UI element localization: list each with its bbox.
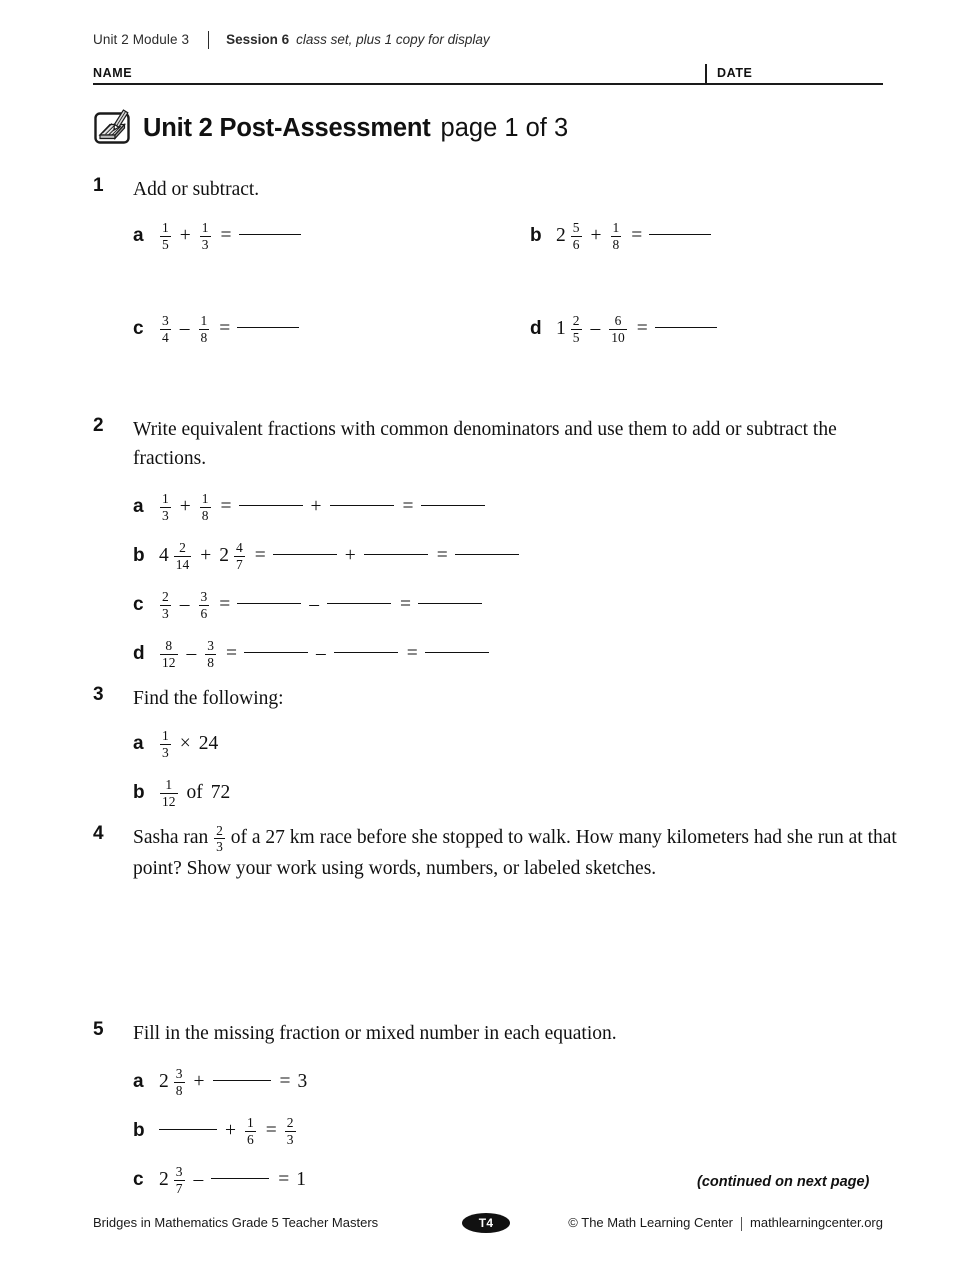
whole-number-2: 2 bbox=[159, 1071, 169, 1092]
number-1: 1 bbox=[296, 1169, 306, 1190]
page-footer bbox=[93, 1213, 883, 1235]
number-24: 24 bbox=[198, 733, 219, 754]
problem-5b-expression bbox=[159, 1116, 297, 1146]
problem-2c-letter: c bbox=[133, 594, 144, 615]
problem-2c bbox=[133, 590, 482, 620]
name-date-separator bbox=[705, 64, 707, 83]
whole-number-4: 4 bbox=[159, 545, 169, 566]
date-label: DATE bbox=[717, 66, 753, 80]
footer-book-title: Bridges in Mathematics Grade 5 Teacher Masters bbox=[93, 1215, 379, 1230]
footer-copyright: © The Math Learning Center bbox=[568, 1215, 734, 1230]
header-divider bbox=[208, 31, 209, 49]
problem-2-prompt: Write equivalent fractions with common denominators and use them to add or subtract the fractions. bbox=[133, 419, 837, 469]
problem-5b bbox=[133, 1116, 297, 1146]
answer-blank[interactable] bbox=[330, 505, 394, 506]
fraction-one-third: $\frac{1}{3}$ bbox=[201, 220, 209, 252]
answer-blank[interactable] bbox=[239, 234, 301, 235]
problem-5a bbox=[133, 1067, 307, 1097]
problem-1b-letter: b bbox=[530, 225, 542, 246]
title-text: Unit 2 Post-Assessment bbox=[143, 113, 431, 142]
operator-equals: = bbox=[279, 1071, 291, 1092]
whole-number-2: 2 bbox=[556, 225, 566, 246]
problem-1d-expression bbox=[556, 314, 717, 344]
operator-equals: = bbox=[219, 594, 231, 615]
problem-2a bbox=[133, 492, 485, 522]
problem-1c bbox=[133, 314, 299, 344]
fraction-three-eighths: $\frac{3}{8}$ bbox=[175, 1066, 183, 1098]
problem-3a-expression bbox=[159, 729, 218, 759]
operator-minus: – bbox=[590, 318, 601, 339]
problem-1c-letter: c bbox=[133, 318, 144, 339]
operator-times: × bbox=[179, 733, 191, 754]
answer-blank[interactable] bbox=[237, 603, 301, 604]
answer-blank[interactable] bbox=[364, 554, 428, 555]
header-session: Session 6 bbox=[226, 31, 290, 47]
problem-5c-letter: c bbox=[133, 1169, 144, 1190]
whole-number-1: 1 bbox=[556, 318, 566, 339]
problem-2d bbox=[133, 639, 489, 669]
operator-equals: = bbox=[265, 1120, 277, 1141]
operator-equals: = bbox=[406, 643, 418, 664]
answer-blank[interactable] bbox=[159, 1129, 217, 1130]
operator-plus: + bbox=[590, 225, 602, 246]
problem-4-work-area[interactable] bbox=[133, 885, 873, 995]
header-note: class set, plus 1 copy for display bbox=[296, 31, 490, 47]
problem-5-prompt: Fill in the missing fraction or mixed number in each equation. bbox=[133, 1023, 617, 1044]
problem-3-number: 3 bbox=[93, 684, 104, 705]
fraction-two-thirds: $\frac{2}{3}$ bbox=[216, 822, 223, 855]
operator-equals: = bbox=[636, 318, 648, 339]
problem-5-number: 5 bbox=[93, 1019, 104, 1040]
fraction-two-thirds: $\frac{2}{3}$ bbox=[286, 1115, 294, 1147]
answer-blank[interactable] bbox=[327, 603, 391, 604]
operator-equals: = bbox=[220, 496, 232, 517]
title-page-of: page 1 of 3 bbox=[440, 113, 569, 142]
name-date-rule bbox=[93, 63, 883, 85]
answer-blank[interactable] bbox=[211, 1178, 269, 1179]
fraction-eight-twelfths: $\frac{8}{12}$ bbox=[162, 638, 176, 670]
footer-website[interactable]: mathlearningcenter.org bbox=[750, 1215, 883, 1230]
fraction-two-fifths: $\frac{2}{5}$ bbox=[572, 313, 580, 345]
operator-minus: – bbox=[186, 643, 197, 664]
footer-credits bbox=[568, 1215, 883, 1230]
problem-1a-letter: a bbox=[133, 225, 144, 246]
problem-1d-letter: d bbox=[530, 318, 542, 339]
number-72: 72 bbox=[210, 782, 231, 803]
problem-1c-expression bbox=[159, 314, 299, 344]
problem-2d-letter: d bbox=[133, 643, 145, 664]
fraction-one-eighth: $\frac{1}{8}$ bbox=[612, 220, 620, 252]
operator-plus: + bbox=[179, 225, 191, 246]
problem-2a-letter: a bbox=[133, 496, 144, 517]
problem-5c-expression bbox=[159, 1165, 306, 1195]
footer-separator bbox=[741, 1217, 742, 1231]
operator-plus: + bbox=[310, 496, 322, 517]
footer-page-badge: T4 bbox=[462, 1213, 510, 1233]
problem-1b-expression bbox=[556, 221, 711, 251]
fraction-one-fifth: $\frac{1}{5}$ bbox=[162, 220, 169, 252]
answer-blank[interactable] bbox=[655, 327, 717, 328]
problem-4-number: 4 bbox=[93, 823, 104, 844]
answer-blank[interactable] bbox=[244, 652, 308, 653]
problem-1d bbox=[530, 314, 717, 344]
fraction-three-fourths: $\frac{3}{4}$ bbox=[162, 313, 169, 345]
page-title bbox=[93, 108, 883, 148]
fraction-one-third: $\frac{1}{3}$ bbox=[162, 491, 169, 523]
answer-blank[interactable] bbox=[237, 327, 299, 328]
answer-blank[interactable] bbox=[334, 652, 398, 653]
name-label: NAME bbox=[93, 66, 133, 80]
problem-1a-expression bbox=[159, 221, 301, 251]
problem-4 bbox=[93, 822, 897, 883]
fraction-six-tenths: $\frac{6}{10}$ bbox=[611, 313, 625, 345]
operator-equals: = bbox=[220, 225, 232, 246]
operator-plus: + bbox=[193, 1071, 205, 1092]
problem-2 bbox=[93, 415, 883, 670]
fraction-four-sevenths: $\frac{4}{7}$ bbox=[236, 540, 243, 572]
problem-1a bbox=[133, 221, 301, 251]
operator-equals: = bbox=[219, 318, 231, 339]
problem-1b bbox=[530, 221, 711, 251]
problem-2b-expression bbox=[159, 541, 519, 571]
header-unit-module: Unit 2 Module 3 bbox=[93, 31, 190, 47]
operator-minus: – bbox=[179, 594, 190, 615]
problem-1 bbox=[93, 175, 883, 345]
operator-minus: – bbox=[316, 643, 326, 664]
operator-equals: = bbox=[254, 545, 266, 566]
problem-2d-expression bbox=[159, 639, 489, 669]
whole-number-2: 2 bbox=[159, 1169, 169, 1190]
operator-equals: = bbox=[278, 1169, 290, 1190]
operator-plus: + bbox=[200, 545, 212, 566]
fraction-two-thirds: $\frac{2}{3}$ bbox=[162, 589, 169, 621]
problem-3a-letter: a bbox=[133, 733, 144, 754]
whole-number-2: 2 bbox=[219, 545, 229, 566]
problem-4-prompt-part2: of a 27 km race before she stopped to walk. How many kilometers had she run at that point? Show your work using words, numbers, or labeled sketches. bbox=[133, 827, 897, 879]
problem-3b-letter: b bbox=[133, 782, 145, 803]
fraction-one-twelfth: $\frac{1}{12}$ bbox=[162, 777, 176, 809]
operator-plus: + bbox=[179, 496, 191, 517]
problem-3 bbox=[93, 684, 883, 809]
problem-5c bbox=[133, 1165, 306, 1195]
fraction-one-third: $\frac{1}{3}$ bbox=[162, 728, 169, 760]
number-3: 3 bbox=[297, 1071, 308, 1092]
page-header bbox=[93, 30, 883, 48]
problem-1-number: 1 bbox=[93, 175, 104, 196]
problem-3-prompt: Find the following: bbox=[133, 688, 284, 709]
fraction-one-eighth: $\frac{1}{8}$ bbox=[201, 491, 209, 523]
answer-blank[interactable] bbox=[649, 234, 711, 235]
fraction-three-eighths: $\frac{3}{8}$ bbox=[207, 638, 214, 670]
operator-plus: + bbox=[344, 545, 356, 566]
fraction-three-sevenths: $\frac{3}{7}$ bbox=[175, 1164, 183, 1196]
answer-blank[interactable] bbox=[239, 505, 303, 506]
worksheet-pencil-icon bbox=[93, 108, 133, 148]
fraction-three-sixths: $\frac{3}{6}$ bbox=[200, 589, 208, 621]
operator-plus: + bbox=[225, 1120, 236, 1141]
answer-blank[interactable] bbox=[273, 554, 337, 555]
operator-minus: – bbox=[179, 318, 190, 339]
problem-2b bbox=[133, 541, 519, 571]
problem-3b-expression bbox=[159, 778, 230, 808]
answer-blank[interactable] bbox=[425, 652, 489, 653]
fraction-one-eighth: $\frac{1}{8}$ bbox=[200, 313, 208, 345]
problem-2a-expression bbox=[159, 492, 485, 522]
problem-1-prompt: Add or subtract. bbox=[133, 179, 260, 200]
operator-equals: = bbox=[436, 545, 448, 566]
answer-blank[interactable] bbox=[418, 603, 482, 604]
operator-equals: = bbox=[402, 496, 414, 517]
problem-2b-letter: b bbox=[133, 545, 145, 566]
operator-equals: = bbox=[631, 225, 643, 246]
continued-next-page-note: (continued on next page) bbox=[697, 1174, 870, 1190]
fraction-two-fourteenths: $\frac{2}{14}$ bbox=[175, 540, 190, 572]
problem-5a-letter: a bbox=[133, 1071, 144, 1092]
problem-2c-expression bbox=[159, 590, 482, 620]
problem-5a-expression bbox=[159, 1067, 307, 1097]
operator-equals: = bbox=[400, 594, 411, 615]
problem-4-prompt-part1: Sasha ran bbox=[133, 827, 209, 848]
problem-4-prompt bbox=[133, 823, 908, 883]
problem-5b-letter: b bbox=[133, 1120, 145, 1141]
operator-minus: – bbox=[309, 594, 319, 615]
word-of: of bbox=[186, 782, 203, 803]
fraction-five-sixths: $\frac{5}{6}$ bbox=[572, 220, 580, 252]
answer-blank[interactable] bbox=[455, 554, 519, 555]
operator-minus: – bbox=[193, 1169, 204, 1190]
problem-3b bbox=[133, 778, 230, 808]
problem-3a bbox=[133, 729, 218, 759]
operator-equals: = bbox=[226, 643, 237, 664]
fraction-one-sixth: $\frac{1}{6}$ bbox=[247, 1115, 254, 1147]
problem-2-number: 2 bbox=[93, 415, 104, 436]
answer-blank[interactable] bbox=[421, 505, 485, 506]
answer-blank[interactable] bbox=[213, 1080, 271, 1081]
